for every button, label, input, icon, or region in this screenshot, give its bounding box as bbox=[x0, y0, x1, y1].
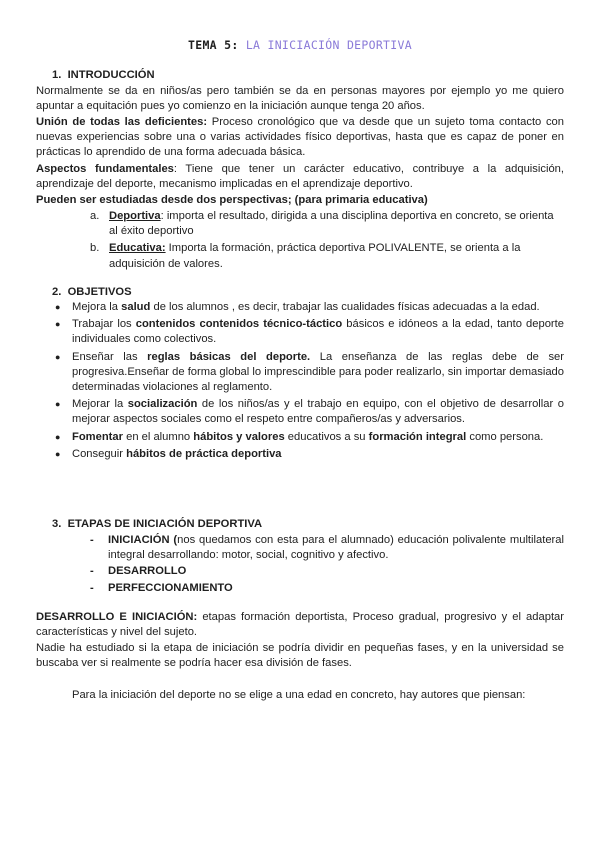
section-2-number: 2. bbox=[52, 286, 62, 298]
bold-span: socialización bbox=[127, 398, 198, 411]
list-item bbox=[52, 300, 564, 315]
bold-span: hábitos de práctica deportiva bbox=[126, 447, 282, 460]
bold-span: salud bbox=[121, 301, 151, 313]
text-span: Conseguir bbox=[72, 447, 127, 460]
desarrollo-paragraph bbox=[36, 610, 564, 640]
text-span: Mejorar la bbox=[72, 398, 128, 411]
bold-span: DESARROLLO E INICIACIÓN: bbox=[36, 611, 198, 623]
bullet-icon: ● bbox=[55, 448, 61, 459]
perspectivas-list bbox=[90, 209, 564, 273]
title-accent: LA INICIACIÓN DEPORTIVA bbox=[245, 38, 412, 52]
list-item bbox=[52, 430, 564, 445]
list-item bbox=[90, 564, 564, 579]
union-text: Proceso cronológico que va desde que un sujeto toma contacto con nuevas experiencias sobre una o varias actividades físico deportivas, hasta que es capaz de poner en prácticas lo aprendido de una forma adecuada básica. bbox=[36, 116, 564, 159]
aspectos-paragraph bbox=[36, 162, 564, 192]
bullet-icon: ● bbox=[55, 302, 61, 312]
etapas-list bbox=[90, 533, 564, 596]
text-span: como persona. bbox=[466, 430, 544, 443]
union-label: Unión de todas las deficientes: bbox=[36, 116, 208, 128]
section-1-heading bbox=[52, 68, 155, 83]
list-marker: b. bbox=[90, 242, 100, 255]
nadie-paragraph: Nadie ha estudiado si la etapa de iniciación se podría dividir en pequeñas fases, y en la universidad se buscaba ver si realmente se podría hacer esa división de fases. bbox=[36, 642, 564, 670]
text-span: educativos a su bbox=[284, 430, 369, 443]
text-span: nos quedamos con esta para el alumnado) educación polivalente multilateral integral desarrollando: motor, social, cognitivo y afectivo. bbox=[108, 534, 564, 562]
bullet-icon: ● bbox=[55, 399, 61, 410]
bold-span: reglas básicas del deporte. bbox=[147, 350, 311, 363]
text-span: La enseñanza de las reglas debe de ser progresiva.Enseñar de forma global lo imprescindible para poder realizarlo, sin importar demasiado determinadas violaciones al reglamento. bbox=[72, 350, 565, 394]
list-item bbox=[90, 533, 564, 563]
dash-marker: - bbox=[90, 565, 94, 578]
list-item bbox=[90, 241, 564, 271]
item-label: Educativa: bbox=[109, 242, 166, 255]
text-span: básicos e idóneos a la edad, tanto deporte individuales como colectivos. bbox=[72, 318, 564, 346]
intro-paragraph: Normalmente se da en niños/as pero también se da en personas mayores por ejemplo yo me quiero apuntar a equitación pues yo comienzo en la iniciación aunque tenga 20 años. bbox=[36, 85, 564, 113]
item-text: Importa la formación, práctica deportiva POLIVALENTE, se orienta a la adquisición de valores. bbox=[109, 242, 521, 270]
text-span: etapas formación deportista, Proceso gradual, progresivo y el adaptar características y nivel del sujeto. bbox=[36, 611, 565, 639]
bold-span: PERFECCIONAMIENTO bbox=[108, 581, 233, 594]
section-2-title: OBJETIVOS bbox=[67, 286, 132, 298]
section-1-number: 1. bbox=[52, 69, 62, 81]
text-span: Mejora la bbox=[72, 301, 122, 313]
page-title bbox=[0, 38, 600, 53]
objetivos-list bbox=[52, 300, 564, 462]
section-3-title: ETAPAS DE INICIACIÓN DEPORTIVA bbox=[67, 518, 263, 530]
bullet-icon: ● bbox=[55, 351, 61, 362]
list-item bbox=[90, 209, 564, 239]
bold-span: DESARROLLO bbox=[108, 565, 187, 578]
list-item bbox=[52, 350, 564, 396]
bold-span: INICIACIÓN ( bbox=[108, 534, 178, 546]
dash-marker: - bbox=[90, 581, 94, 594]
dash-marker: - bbox=[90, 534, 94, 546]
list-item bbox=[52, 397, 564, 427]
item-text: : importa el resultado, dirigida a una disciplina deportiva en concreto, se orienta al éxito deportivo bbox=[109, 210, 554, 238]
text-span: de los alumnos , es decir, trabajar las cualidades físicas adecuadas a la edad. bbox=[150, 301, 540, 313]
section-3-heading bbox=[52, 517, 262, 532]
aspectos-label: Aspectos fundamentales bbox=[36, 163, 174, 175]
list-item bbox=[52, 447, 564, 462]
bullet-icon: ● bbox=[55, 431, 61, 442]
section-2-heading bbox=[52, 285, 132, 300]
list-item bbox=[52, 317, 564, 347]
bold-span: formación integral bbox=[368, 430, 467, 443]
section-1-title: INTRODUCCIÓN bbox=[67, 69, 155, 81]
aspectos-text: : Tiene que tener un carácter educativo, contribuye a la adquisición, aprendizaje del deporte, mecanismo implicadas en el aprendizaje deportivo. bbox=[36, 163, 565, 191]
perspectivas-line: Pueden ser estudiadas desde dos perspectivas; (para primaria educativa) bbox=[36, 194, 428, 206]
text-span: en el alumno bbox=[122, 430, 194, 443]
list-item bbox=[90, 581, 564, 596]
bold-span: contenidos contenidos técnico-táctico bbox=[135, 318, 343, 331]
item-label: Deportiva bbox=[109, 210, 161, 222]
bold-span: hábitos y valores bbox=[193, 430, 285, 443]
text-span: Trabajar los bbox=[72, 318, 136, 331]
edad-paragraph: Para la iniciación del deporte no se elige a una edad en concreto, hay autores que piensan: bbox=[72, 689, 526, 701]
text-span: de los niños/as y el trabajo en equipo, con el objetivo de desarrollar o mejorar aspectos sociales como el respeto entre compañeros/as y adversarios. bbox=[72, 398, 564, 426]
union-paragraph bbox=[36, 115, 564, 161]
bold-span: Fomentar bbox=[72, 430, 123, 443]
bullet-icon: ● bbox=[55, 319, 61, 330]
text-span: Enseñar las bbox=[72, 350, 148, 363]
section-3-number: 3. bbox=[52, 518, 62, 530]
title-prefix: TEMA 5: bbox=[188, 38, 246, 52]
list-marker: a. bbox=[90, 210, 100, 222]
